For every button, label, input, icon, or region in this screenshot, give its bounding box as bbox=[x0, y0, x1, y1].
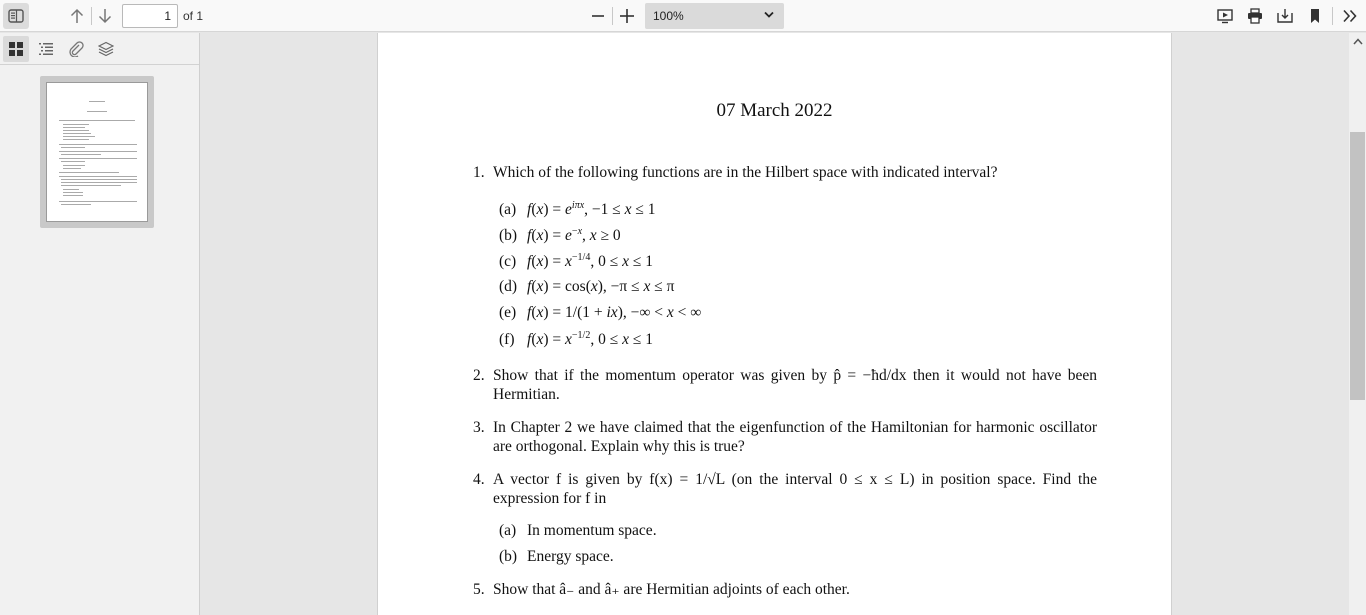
page-thumbnail[interactable] bbox=[40, 76, 154, 228]
question-number: 4. bbox=[473, 471, 485, 488]
outline-icon bbox=[38, 41, 54, 57]
thumbnails-icon bbox=[8, 41, 24, 57]
document-viewer[interactable] bbox=[201, 33, 1349, 615]
page-number-input[interactable] bbox=[122, 4, 178, 28]
toolbar-separator bbox=[612, 7, 613, 25]
download-icon bbox=[1277, 8, 1293, 24]
q1-part-f: (f) $f(x) = x^{-1/2}$, 0 ≤ x ≤ 1 bbox=[499, 330, 654, 349]
arrow-down-icon bbox=[97, 8, 113, 24]
next-page-button[interactable] bbox=[92, 3, 118, 29]
question-3 bbox=[473, 418, 1097, 456]
q1-part-a: (a) $f(x) = e^{i\pi x}$, −1 ≤ x ≤ 1 bbox=[499, 200, 656, 219]
question-number: 5. bbox=[473, 581, 485, 598]
presentation-icon bbox=[1217, 8, 1233, 24]
q1-part-d: (d) f(x) = cos(x), −π ≤ x ≤ π bbox=[499, 278, 675, 295]
previous-page-button[interactable] bbox=[64, 3, 90, 29]
scroll-up-button[interactable] bbox=[1351, 35, 1364, 48]
presentation-mode-button[interactable] bbox=[1212, 3, 1238, 29]
q4-part-a: (a) In momentum space. bbox=[499, 522, 657, 539]
bookmark-button[interactable] bbox=[1302, 3, 1328, 29]
q4-part-b: (b) Energy space. bbox=[499, 548, 614, 565]
question-2 bbox=[473, 366, 1097, 404]
question-1 bbox=[473, 163, 1097, 182]
zoom-value: 100% bbox=[653, 9, 684, 23]
sidebar-toggle-icon bbox=[8, 9, 24, 23]
q1-part-b: (b) $f(x) = e^{-x}$, x ≥ 0 bbox=[499, 226, 621, 245]
tab-layers[interactable] bbox=[93, 36, 119, 62]
question-5 bbox=[473, 580, 1097, 599]
print-button[interactable] bbox=[1242, 3, 1268, 29]
download-button[interactable] bbox=[1272, 3, 1298, 29]
question-number: 3. bbox=[473, 419, 485, 436]
print-icon bbox=[1247, 8, 1263, 24]
arrow-up-icon bbox=[69, 8, 85, 24]
question-text: Show that â₋ and â₊ are Hermitian adjoints of each other. bbox=[493, 581, 850, 598]
question-4 bbox=[473, 470, 1097, 508]
question-number: 1. bbox=[473, 164, 485, 181]
layers-icon bbox=[98, 41, 114, 57]
scrollbar-thumb[interactable] bbox=[1350, 132, 1365, 400]
toolbar-separator bbox=[1332, 7, 1333, 25]
tab-thumbnails[interactable] bbox=[3, 36, 29, 62]
plus-icon bbox=[619, 8, 635, 24]
question-text: In Chapter 2 we have claimed that the eigenfunction of the Hamiltonian for harmonic oscillator are orthogonal. Explain why this is true? bbox=[493, 419, 1097, 455]
question-number: 2. bbox=[473, 367, 485, 384]
document-date: 07 March 2022 bbox=[716, 100, 833, 121]
zoom-select[interactable] bbox=[645, 3, 784, 29]
bookmark-icon bbox=[1308, 8, 1322, 24]
page-count-label: of 1 bbox=[183, 9, 204, 23]
vertical-scrollbar[interactable] bbox=[1349, 33, 1366, 615]
attachments-icon bbox=[68, 41, 84, 57]
chevron-down-icon bbox=[764, 11, 774, 19]
page-thumbnail-image bbox=[46, 82, 148, 222]
sidebar-toggle-button[interactable] bbox=[3, 3, 29, 29]
zoom-out-button[interactable] bbox=[586, 3, 610, 29]
q1-part-e: (e) f(x) = 1/(1 + ix), −∞ < x < ∞ bbox=[499, 304, 702, 321]
tab-attachments[interactable] bbox=[63, 36, 89, 62]
question-text: A vector f is given by f(x) = 1/√L (on the interval 0 ≤ x ≤ L) in position space. Find the expression for f in bbox=[493, 471, 1097, 507]
toolbar bbox=[0, 0, 1366, 32]
sidebar-tabs bbox=[0, 33, 199, 65]
pdf-page bbox=[378, 33, 1171, 615]
chevron-up-icon bbox=[1353, 38, 1363, 45]
tab-outline[interactable] bbox=[33, 36, 59, 62]
sidebar bbox=[0, 33, 200, 615]
question-text: Show that if the momentum operator was given by p̂ = −ħd/dx then it would not have been Hermitian. bbox=[493, 367, 1097, 403]
zoom-in-button[interactable] bbox=[615, 3, 639, 29]
double-chevron-icon bbox=[1342, 9, 1358, 23]
q1-part-c: (c) $f(x) = x^{-1/4}$, 0 ≤ x ≤ 1 bbox=[499, 252, 654, 271]
more-tools-button[interactable] bbox=[1336, 3, 1364, 29]
question-text: Which of the following functions are in the Hilbert space with indicated interval? bbox=[493, 164, 998, 181]
minus-icon bbox=[591, 9, 605, 23]
